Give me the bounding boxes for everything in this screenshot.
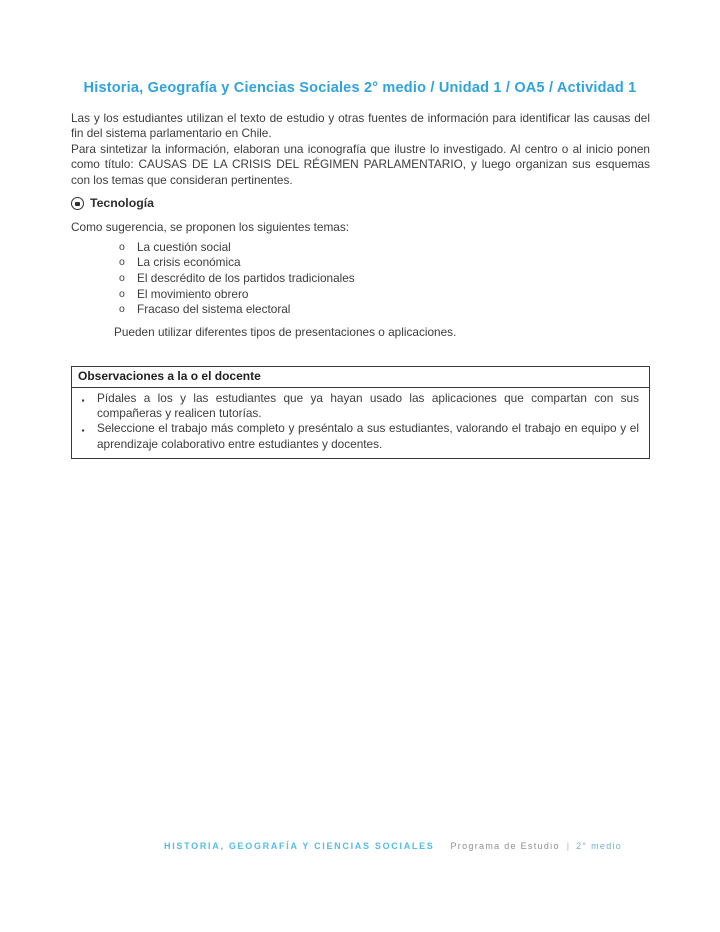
footer-program: Programa de Estudio: [450, 841, 560, 851]
tecnologia-icon-glyph: [75, 202, 80, 206]
tecnologia-icon: [71, 197, 84, 210]
list-item: [78, 421, 639, 452]
page-title: Historia, Geografía y Ciencias Sociales 2° medio / Unidad 1 / OA5 / Actividad 1: [83, 80, 637, 96]
tecnologia-heading: [71, 196, 650, 211]
list-item: [119, 287, 650, 303]
bullet-marker: ▪: [81, 395, 85, 405]
intro-paragraph-1: Las y los estudiantes utilizan el texto de estudio y otras fuentes de información para identificar las causas del fin del sistema parlamentario en Chile.: [71, 111, 650, 141]
topic-text: El movimiento obrero: [137, 286, 249, 301]
tecnologia-heading-label: Tecnología: [90, 196, 154, 211]
topic-text: Fracaso del sistema electoral: [137, 302, 291, 317]
bullet-marker: o: [119, 240, 125, 253]
topic-list: [71, 240, 650, 318]
footer-subject: HISTORIA, GEOGRAFÍA Y CIENCIAS SOCIALES: [164, 841, 435, 851]
page-footer: [164, 841, 622, 851]
observacion-text: Seleccione el trabajo más completo y preséntalo a sus estudiantes, valorando el trabajo en equipo y el aprendizaje colaborativo entre estudiantes y docentes.: [97, 421, 639, 451]
list-item: [78, 391, 639, 422]
bullet-marker: ▪: [81, 426, 85, 436]
suggestion-intro: Como sugerencia, se proponen los siguientes temas:: [71, 220, 350, 235]
list-item: [119, 240, 650, 256]
list-item: [119, 255, 650, 271]
observaciones-header: Observaciones a la o el docente: [72, 367, 649, 387]
list-item: [119, 271, 650, 287]
observaciones-body: [72, 388, 649, 459]
footer-separator: |: [566, 841, 570, 851]
bullet-marker: o: [119, 272, 125, 285]
observaciones-box: [71, 366, 650, 459]
footer-grade: 2° medio: [576, 841, 623, 851]
list-item: [119, 302, 650, 318]
observacion-text: Pídales a los y las estudiantes que ya hayan usado las aplicaciones que compartan con sus compañeras y realicen tutorías.: [97, 390, 639, 421]
bullet-marker: o: [119, 303, 125, 316]
topic-text: La crisis económica: [137, 255, 241, 270]
bullet-marker: o: [119, 256, 125, 269]
content-area: [71, 111, 650, 459]
apps-note: Pueden utilizar diferentes tipos de presentaciones o aplicaciones.: [114, 324, 457, 339]
intro-paragraph-2: Para sintetizar la información, elaboran una iconografía que ilustre lo investigado. Al centro o al inicio ponen como título: CAUSAS DE LA CRISIS DEL RÉGIMEN PARLAMENTARIO, y luego organizan sus esquemas con los temas que consideran pertinentes.: [71, 141, 650, 187]
topic-text: La cuestión social: [137, 239, 231, 254]
topic-text: El descrédito de los partidos tradicionales: [137, 271, 355, 286]
bullet-marker: o: [119, 287, 125, 300]
